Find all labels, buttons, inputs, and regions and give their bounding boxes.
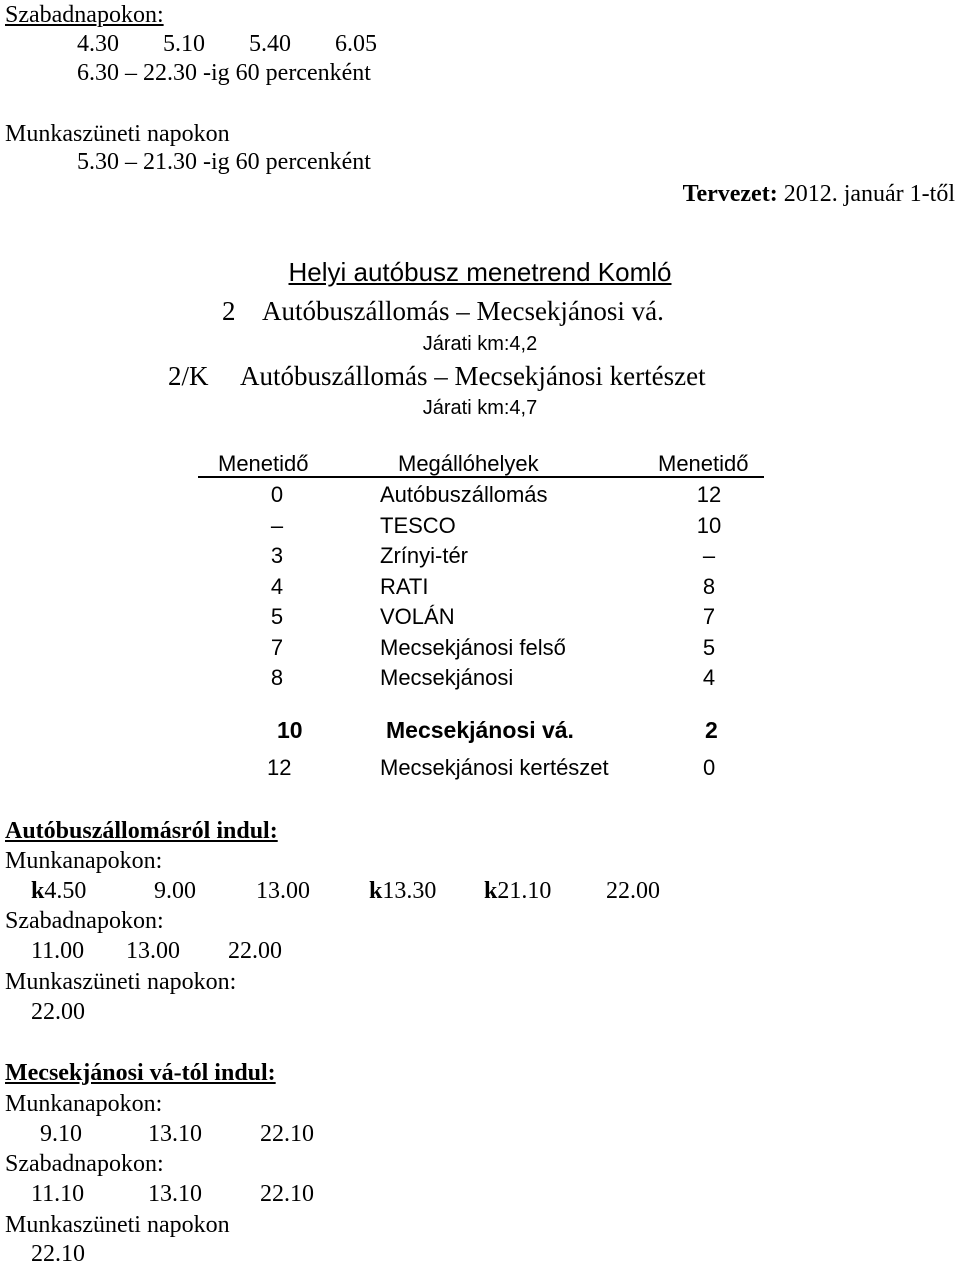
saturday-time-2: 5.10 xyxy=(163,31,205,57)
stop-row-2-time-from: – xyxy=(270,513,284,538)
saturday-range-line: 6.30 – 22.30 -ig 60 percenként xyxy=(77,60,371,86)
from-mecsekjanosi-saturday-time-1: 11.10 xyxy=(31,1181,85,1207)
stop-row-4-time-to: 8 xyxy=(702,574,716,599)
saturday-time-1: 4.30 xyxy=(77,31,119,57)
col-header-right: Menetidő xyxy=(658,451,749,476)
from-station-holiday-time-1: 22.00 xyxy=(31,999,85,1025)
last-row-right: 0 xyxy=(703,755,716,780)
stop-row-1-name: Autóbuszállomás xyxy=(380,482,548,507)
last-row-left: 12 xyxy=(267,755,292,780)
last-row-stop: Mecsekjánosi kertészet xyxy=(380,755,609,780)
saturday-label-top: Szabadnapokon: xyxy=(5,2,164,28)
from-mecsekjanosi-saturday-time-3: 22.10 xyxy=(260,1181,314,1207)
stop-row-4-name: RATI xyxy=(380,574,429,599)
from-station-workday-time-3: 13.00 xyxy=(256,878,310,904)
route2k-name: Autóbuszállomás – Mecsekjánosi kertészet xyxy=(240,361,706,391)
stop-row-3-time-from: 3 xyxy=(270,543,284,568)
stop-row-6-time-to: 5 xyxy=(702,635,716,660)
stop-row-6-name: Mecsekjánosi felső xyxy=(380,635,566,660)
route2-name: Autóbuszállomás – Mecsekjánosi vá. xyxy=(262,296,664,326)
bold-row-right: 2 xyxy=(705,717,718,743)
from-station-saturday-time-3: 22.00 xyxy=(228,938,282,964)
saturday-time-3: 5.40 xyxy=(249,31,291,57)
stop-row-2-time-to: 10 xyxy=(696,513,722,538)
from-station-saturday-time-1: 11.00 xyxy=(31,938,85,964)
from-station-saturday-label: Szabadnapokon: xyxy=(5,908,164,934)
stop-row-4-time-from: 4 xyxy=(270,574,284,599)
stop-row-2-name: TESCO xyxy=(380,513,456,538)
bold-row-stop: Mecsekjánosi vá. xyxy=(386,717,574,743)
holiday-range-line: 5.30 – 21.30 -ig 60 percenként xyxy=(77,149,371,175)
bold-row-left: 10 xyxy=(277,717,303,743)
from-station-workday-time-1: k4.50 xyxy=(31,878,87,904)
route2-km: Járati km:4,2 xyxy=(422,333,538,355)
from-mecsekjanosi-workday-time-1: 9.10 xyxy=(40,1121,82,1147)
from-station-heading: Autóbuszállomásról indul: xyxy=(5,818,278,844)
from-mecsekjanosi-holiday-label: Munkaszüneti napokon xyxy=(5,1212,230,1238)
from-station-saturday-time-2: 13.00 xyxy=(126,938,180,964)
from-mecsekjanosi-heading: Mecsekjánosi vá-tól indul: xyxy=(5,1060,276,1086)
from-mecsekjanosi-saturday-label: Szabadnapokon: xyxy=(5,1151,164,1177)
stop-row-1-time-to: 12 xyxy=(696,482,722,507)
stop-row-3-name: Zrínyi-tér xyxy=(380,543,468,568)
page-title: Helyi autóbusz menetrend Komló xyxy=(288,257,672,287)
col-header-middle: Megállóhelyek xyxy=(398,451,539,476)
from-station-workday-time-5: k21.10 xyxy=(484,878,552,904)
from-mecsekjanosi-workday-time-3: 22.10 xyxy=(260,1121,314,1147)
holiday-label-top: Munkaszüneti napokon xyxy=(5,121,230,147)
stop-row-5-time-from: 5 xyxy=(270,604,284,629)
from-mecsekjanosi-workday-time-2: 13.10 xyxy=(148,1121,202,1147)
stop-row-6-time-from: 7 xyxy=(270,635,284,660)
from-station-workday-time-2: 9.00 xyxy=(154,878,196,904)
stop-row-5-name: VOLÁN xyxy=(380,604,455,629)
from-station-workdays-label: Munkanapokon: xyxy=(5,848,163,874)
from-station-holiday-label: Munkaszüneti napokon: xyxy=(5,969,237,995)
route2k-number: 2/K xyxy=(168,361,209,391)
stop-row-7-time-from: 8 xyxy=(270,665,284,690)
planned-label: Tervezet: xyxy=(682,181,778,207)
stop-row-7-time-to: 4 xyxy=(702,665,716,690)
saturday-time-4: 6.05 xyxy=(335,31,377,57)
col-header-left: Menetidő xyxy=(218,451,309,476)
route2-number: 2 xyxy=(222,296,236,326)
from-mecsekjanosi-holiday-time-1: 22.10 xyxy=(31,1241,85,1267)
stop-row-7-name: Mecsekjánosi xyxy=(380,665,514,690)
from-mecsekjanosi-workdays-label: Munkanapokon: xyxy=(5,1091,163,1117)
route2k-km: Járati km:4,7 xyxy=(422,397,538,419)
from-station-workday-time-6: 22.00 xyxy=(606,878,660,904)
table-header-underline xyxy=(198,476,764,478)
stop-row-3-time-to: – xyxy=(702,543,716,568)
planned-value: 2012. január 1-től xyxy=(783,181,955,207)
stop-row-1-time-from: 0 xyxy=(270,482,284,507)
from-mecsekjanosi-saturday-time-2: 13.10 xyxy=(148,1181,202,1207)
stop-row-5-time-to: 7 xyxy=(702,604,716,629)
from-station-workday-time-4: k13.30 xyxy=(369,878,437,904)
planned-note xyxy=(683,182,955,206)
